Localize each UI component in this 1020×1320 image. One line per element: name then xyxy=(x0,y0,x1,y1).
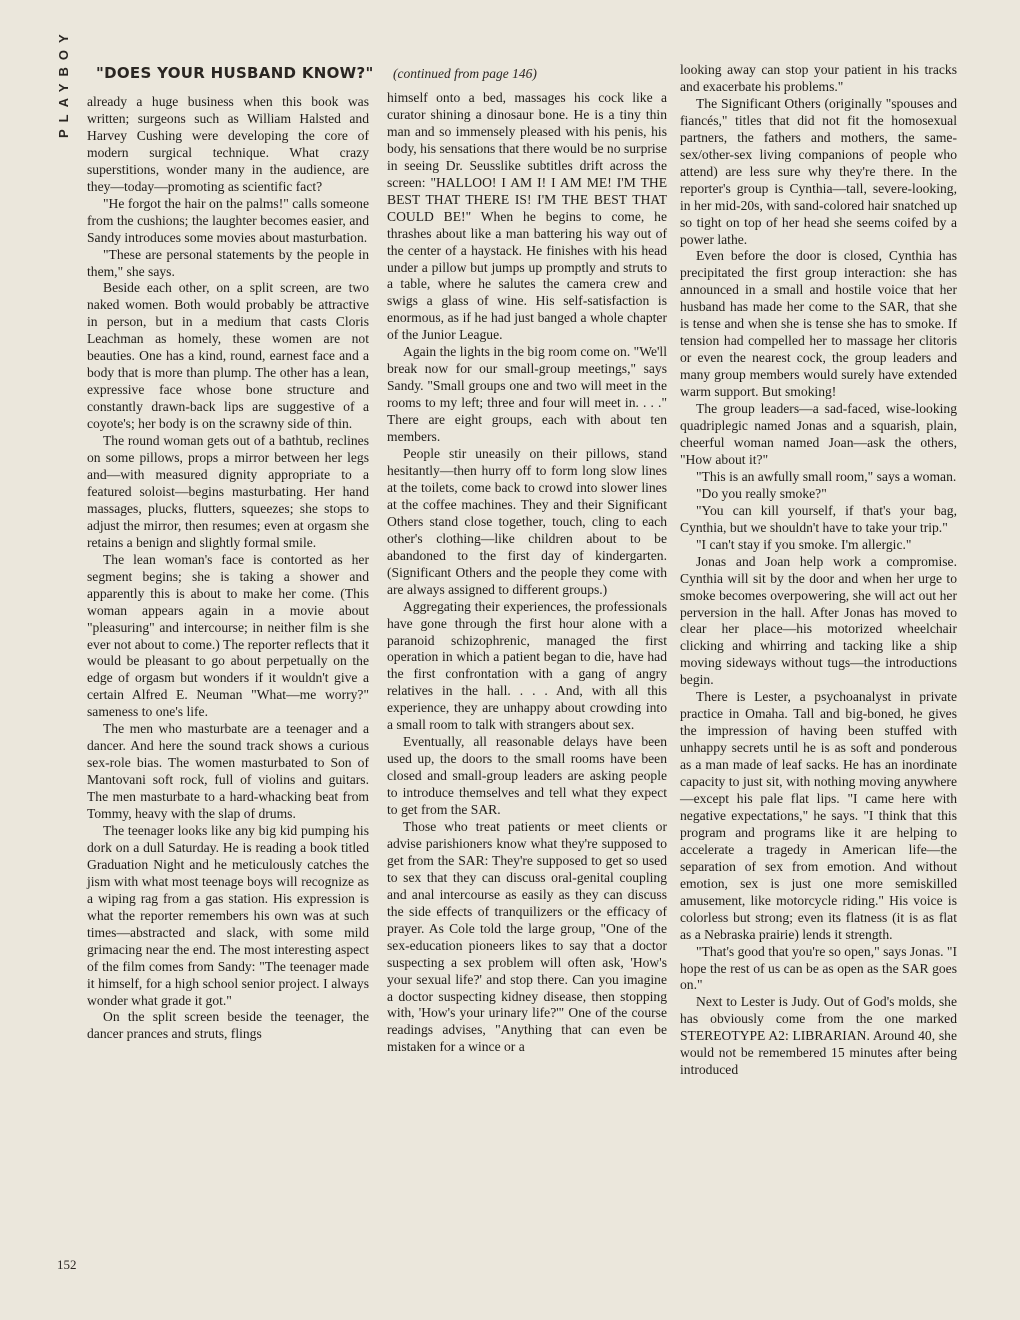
page-number: 152 xyxy=(57,1257,77,1272)
paragraph: The round woman gets out of a bathtub, reclines on some pillows, props a mirror between her legs and—with measured dignity appropriate to a featured soloist—begins masturbating. Her hand massages, plucks, flutters, squeezes; she stops to adjust the mirror, then resumes; even at orgasm she retains a benign and slightly formal smile. xyxy=(87,433,369,550)
continued-note: (continued from page 146) xyxy=(393,66,537,81)
paragraph: already a huge business when this book was written; surgeons such as William Halsted and Harvey Cushing were developing the core of modern surgical technique. What crazy superstitions, wonder many in the audience, are they—today—promoting as scientific fact? xyxy=(87,94,369,194)
paragraph: "I can't stay if you smoke. I'm allergic." xyxy=(696,536,912,552)
paragraph: "This is an awfully small room," says a woman. xyxy=(696,468,957,484)
paragraph: The group leaders—a sad-faced, wise-looking quadriplegic named Jonas and a squarish, plain, cheerful woman named Joan—ask the others, "How about it?" xyxy=(680,401,957,467)
paragraph: On the split screen beside the teenager, the dancer prances and struts, flings xyxy=(87,1009,369,1042)
paragraph: Next to Lester is Judy. Out of God's molds, she has obviously come from the one marked STEREOTYPE A2: LIBRARIAN. Around 40, she would not be remembered 15 minutes after being introduced xyxy=(680,994,957,1078)
paragraph: People stir uneasily on their pillows, stand hesitantly—then hurry off to form long slow lines at the toilets, come back to crowd into slower lines at the coffee machines. They and their Significant Others stand close together, touch, cling to each other's clothing—like children about to be abandoned to the first day of kindergarten. (Significant Others and the people they come with are always assigned to different groups.) xyxy=(387,446,667,597)
text-column-1 xyxy=(87,94,369,1043)
paragraph: "Do you really smoke?" xyxy=(696,485,827,501)
paragraph: The men who masturbate are a teenager and a dancer. And here the sound track shows a curious sex-role bias. The women masturbated to Son of Mantovani soft rock, full of violins and guitars. The men masturbate to a hard-whacking beat from Tommy, heavy with the slap of drums. xyxy=(87,721,369,822)
text-column-3 xyxy=(680,62,957,1079)
paragraph: Aggregating their experiences, the professionals have gone through the first hour alone with a paranoid schizophrenic, managed the first operation in which a patient began to die, have had the first confrontation with a gang of angry relatives in the hall. . . . And, with all this experience, they are unhappy about crowding into a small room to talk with strangers about sex. xyxy=(387,598,667,733)
paragraph: himself onto a bed, massages his cock like a curator shining a dinosaur bone. He is a tiny thin man and so immensely pleased with his penis, his body, his sensations that there would be no surprise in seeing Dr. Seusslike subtitles drift across the screen: "HALLOO! I AM I! I AM ME! I'M THE BEST THAT THERE IS! I'M THE BEST THAT COULD BE!" When he begins to come, he thrashes about like a man battering his way out of the center of a haystack. He finishes with his head under a pillow but jumps up promptly and struts to a table, where he salutes the camera crew and swigs a glass of wine. His self-satisfaction is enormous, as if he had just banged a whole chapter of the Junior League. xyxy=(387,90,667,343)
article-title: "DOES YOUR HUSBAND KNOW?" xyxy=(96,64,374,82)
paragraph: Even before the door is closed, Cynthia has precipitated the first group interaction: she has announced in a small and hostile voice that her husband has made her come to the SAR, that she is tense and when she is tense she has to smoke. If tension had compelled her to massage her clitoris or even the nearest cock, the group leaders and many group members would surely have extended warm support. But smoking! xyxy=(680,248,957,400)
paragraph: looking away can stop your patient in his tracks and exacerbate his problems." xyxy=(680,62,957,94)
paragraph: "You can kill yourself, if that's your bag, Cynthia, but we shouldn't have to take your trip." xyxy=(680,502,957,535)
paragraph: "That's good that you're so open," says Jonas. "I hope the rest of us can be as open as the SAR goes on." xyxy=(680,943,957,993)
paragraph: Beside each other, on a split screen, are two naked women. Both would probably be attractive in person, but in a medium that casts Cloris Leachman as homely, these women are not beauties. One has a kind, round, earnest face and a body that is more than plump. The other has a lean, expressive face whose bone structure and constantly drawn-back lips are suggestive of a coyote's; her body is on the scrawny side of thin. xyxy=(87,280,369,432)
magazine-masthead: PLAYBOY xyxy=(56,27,71,138)
paragraph: Again the lights in the big room come on. "We'll break now for our small-group meetings," says Sandy. "Small groups one and two will meet in the rooms to my left; three and four will meet in. . . ." There are eight groups, each with about ten members. xyxy=(387,344,667,445)
paragraph: Eventually, all reasonable delays have been used up, the doors to the small rooms have been closed and small-group leaders are asking people to introduce themselves and tell what they expect to get from the SAR. xyxy=(387,734,667,818)
paragraph: Those who treat patients or meet clients or advise parishioners know what they're supposed to get from the SAR: They're supposed to get so used to sex that they can discuss oral-genital coupling and anal intercourse as easily as they can discuss the side effects of tranquilizers or the efficacy of prayer. As Cole told the large group, "One of the sex-education pioneers likes to say that a doctor suspecting a sex problem will often ask, 'How's your sexual life?' and stop there. Can you imagine a doctor suspecting kidney disease, then stopping with, 'How's your urinary life?'" One of the course readings advises, "Anything that can even be mistaken for a wince or a xyxy=(387,818,667,1055)
paragraph: The teenager looks like any big kid pumping his dork on a dull Saturday. He is reading a book titled Graduation Night and he meticulously catches the jism with what most teenage boys will recognize as a wiping rag from a gas station. His expression is what the reporter remembers his own was at such times—abstracted and slack, with some mild grimacing near the end. The most interesting aspect of the film comes from Sandy: "The teenager made it himself, for a high school senior project. I always wonder what grade it got." xyxy=(87,822,369,1008)
paragraph: The Significant Others (originally "spouses and fiancés," titles that did not fit the homosexual partners, the fathers and mothers, the same-sex/other-sex living companions of people who attend) are less sure why they're there. In the reporter's group is Cynthia—tall, severe-looking, in her mid-20s, with sand-colored hair snatched up so tight on top of her head she seems coifed by a power lathe. xyxy=(680,95,957,247)
paragraph: There is Lester, a psychoanalyst in private practice in Omaha. Tall and big-boned, he gives the impression of having been stuffed with unhappy secrets until he is as soft and ponderous as a man made of leaf sacks. He has an inordinate capacity to just sit, with nothing moving anywhere—except his pale flat lips. "I came here with negative expectations," he says. "I think that this program and programs like it are helping to accelerate a tragedy in American life—the separation of sex from emotion. And without emotion, sex is just one more semiskilled amusement, like motorcycle riding." His voice is colorless but strong; even its flatness (it is as flat as a Nebraska prairie) lends it strength. xyxy=(680,689,957,942)
paragraph: "These are personal statements by the people in them," she says. xyxy=(87,246,369,279)
paragraph: The lean woman's face is contorted as her segment begins; she is taking a shower and apparently this is about to make her come. (This woman appears again in a movie about "pleasuring" and intercourse; in neither film is she ever not about to come.) The reporter reflects that it would be pleasant to go about perpetually on the edge of orgasm but wonders if it wouldn't give a certain Alfred E. Neuman "What—me worry?" sameness to one's life. xyxy=(87,551,369,720)
paragraph: Jonas and Joan help work a compromise. Cynthia will sit by the door and when her urge to smoke becomes overpowering, she will act out her perversion in the hall. After Jonas has moved to clear her place—his motorized wheelchair clicking and whirring and tacking like a ship moving sideways without tugs—the introductions begin. xyxy=(680,553,957,688)
paragraph: "He forgot the hair on the palms!" calls someone from the cushions; the laughter becomes easier, and Sandy introduces some movies about masturbation. xyxy=(87,195,369,245)
text-column-2 xyxy=(387,90,667,1056)
